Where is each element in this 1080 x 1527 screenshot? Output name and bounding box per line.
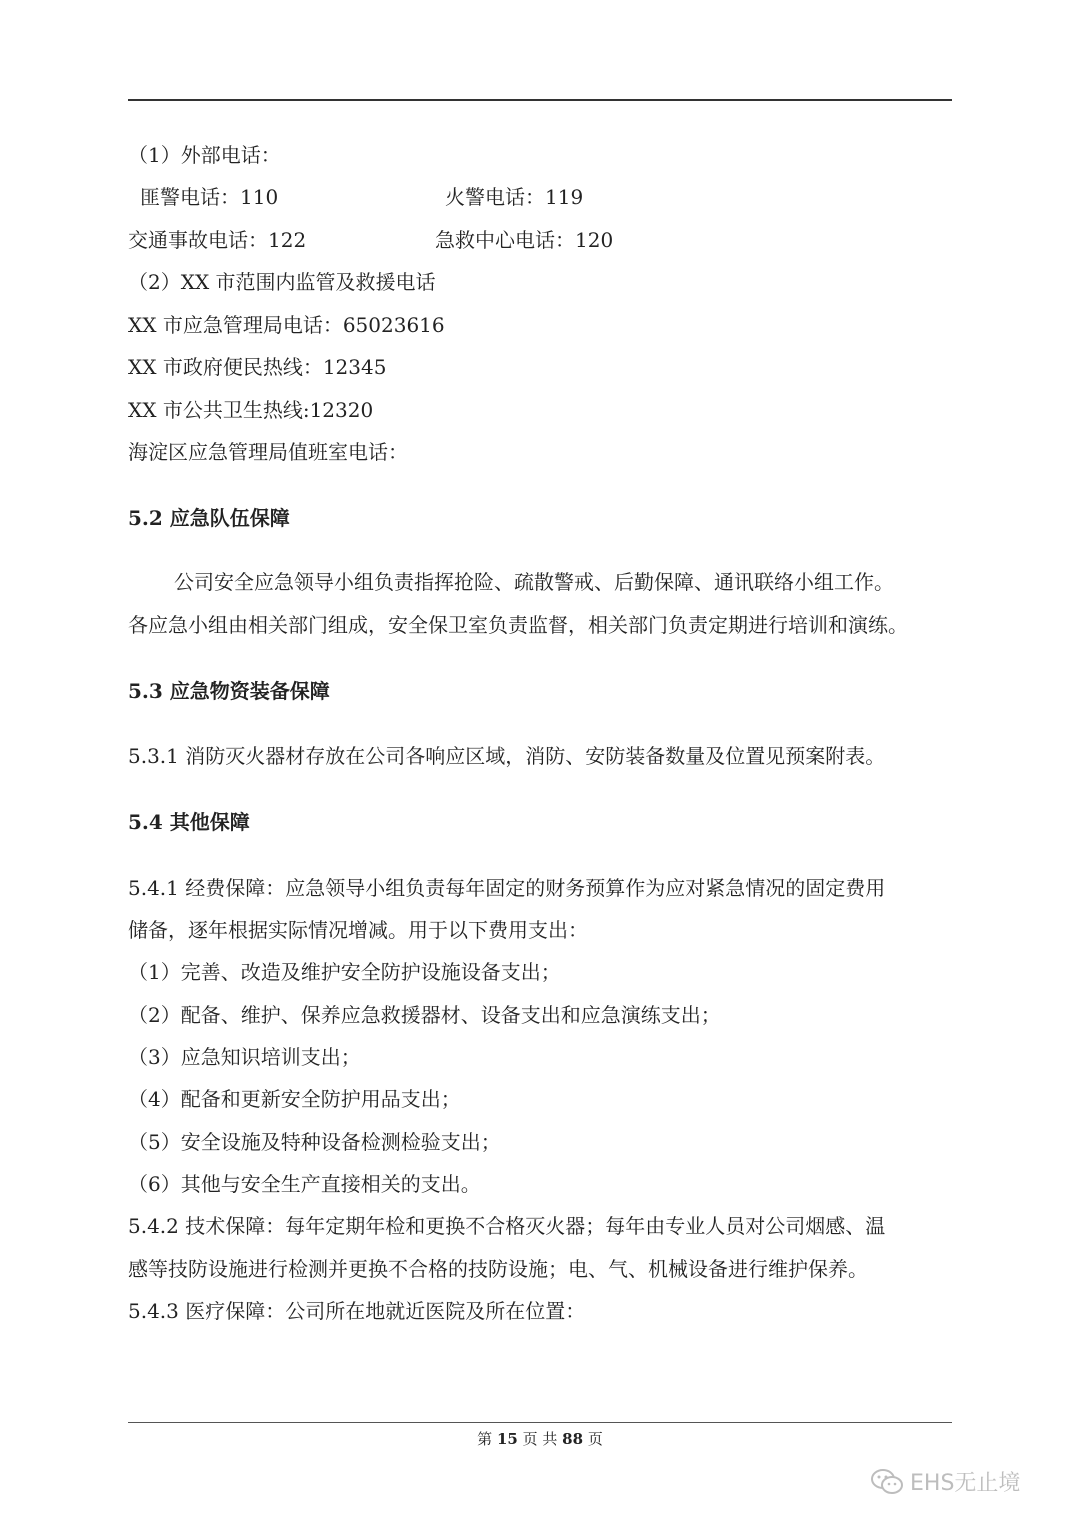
footer-rule [128,1422,952,1423]
list-item: （5）安全设施及特种设备检测检验支出； [128,1130,501,1154]
ext-phone-heading: （1）外部电话： [128,143,281,167]
list-item: （3）应急知识培训支出； [128,1045,361,1069]
duty-room-phone: 海淀区应急管理局值班室电话： [128,440,408,464]
paragraph-5-4-2-line1: 5.4.2 技术保障：每年定期年检和更换不合格灭火器；每年由专业人员对公司烟感、温 [128,1214,886,1238]
police-phone: 匪警电话：110 [140,185,279,209]
section-heading-5-4: 5.4 其他保障 [128,810,250,834]
paragraph-5-4-1-line1: 5.4.1 经费保障：应急领导小组负责每年固定的财务预算作为应对紧急情况的固定费用 [128,876,886,900]
paragraph-5-4-3: 5.4.3 医疗保障：公司所在地就近医院及所在位置： [128,1299,586,1323]
city-phone-heading: （2）XX 市范围内监管及救援电话 [128,270,436,294]
paragraph-5-2-line1: 公司安全应急领导小组负责指挥抢险、疏散警戒、后勤保障、通讯联络小组工作。 [174,570,894,594]
emergency-center-phone: 急救中心电话：120 [435,228,614,252]
current-page: 15 [496,1430,518,1448]
list-item: （2）配备、维护、保养应急救援器材、设备支出和应急演练支出； [128,1003,721,1027]
total-pages: 88 [562,1430,584,1448]
watermark-text: EHS无止境 [910,1471,1021,1496]
page-middle: 页 共 [522,1430,558,1448]
wechat-icon [870,1468,904,1496]
header-rule [128,99,952,101]
fire-phone: 火警电话：119 [445,185,584,209]
paragraph-5-4-2-line2: 感等技防设施进行检测并更换不合格的技防设施；电、气、机械设备进行维护保养。 [128,1257,868,1281]
traffic-phone: 交通事故电话：122 [128,228,307,252]
page-prefix: 第 [477,1430,493,1448]
health-hotline: XX 市公共卫生热线:12320 [128,398,374,422]
section-heading-5-3: 5.3 应急物资装备保障 [128,679,330,703]
city-hotline: XX 市政府便民热线：12345 [128,355,387,379]
page-number [0,1428,1080,1449]
paragraph-5-3-1: 5.3.1 消防灭火器材存放在公司各响应区域，消防、安防装备数量及位置见预案附表。 [128,744,886,768]
emergency-bureau-phone: XX 市应急管理局电话：65023616 [128,313,445,337]
page-suffix: 页 [587,1430,603,1448]
list-item: （6）其他与安全生产直接相关的支出。 [128,1172,481,1196]
list-item: （1）完善、改造及维护安全防护设施设备支出； [128,960,561,984]
watermark [870,1466,1020,1497]
paragraph-5-4-1-line2: 储备，逐年根据实际情况增减。用于以下费用支出： [128,918,588,942]
paragraph-5-2-line2: 各应急小组由相关部门组成，安全保卫室负责监督，相关部门负责定期进行培训和演练。 [128,613,908,637]
section-heading-5-2: 5.2 应急队伍保障 [128,506,290,530]
list-item: （4）配备和更新安全防护用品支出； [128,1087,461,1111]
